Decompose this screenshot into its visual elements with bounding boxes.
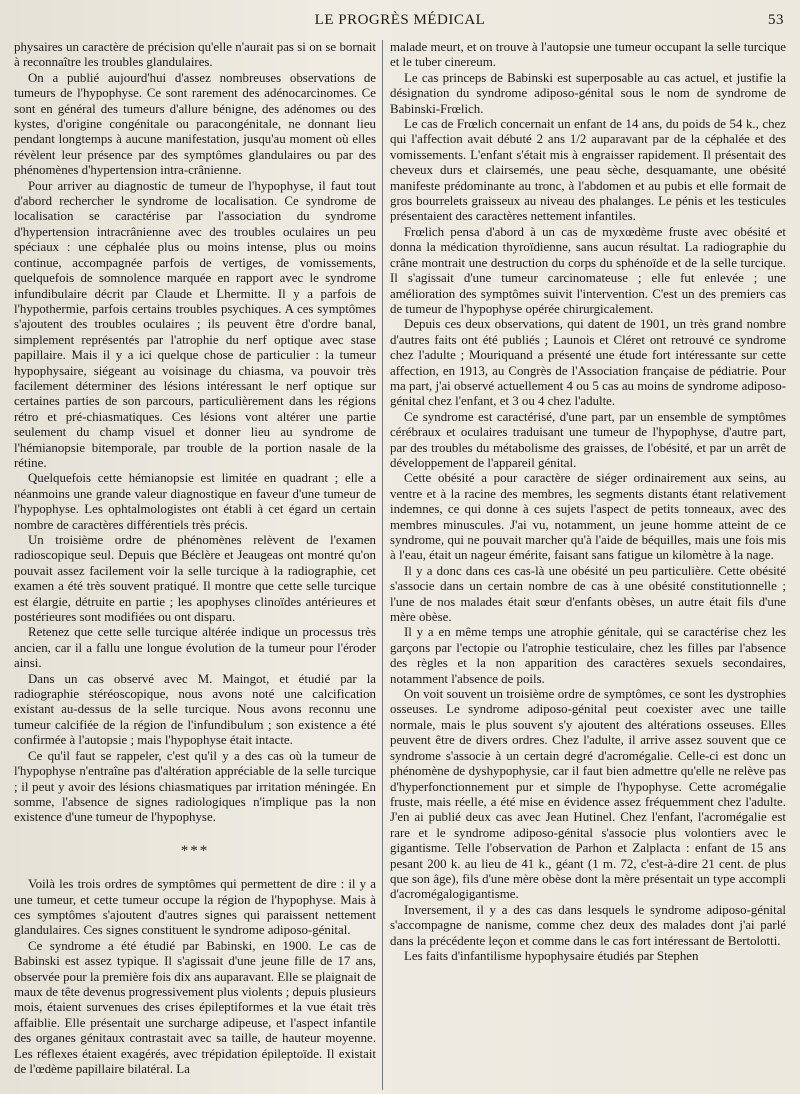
paragraph: Quelquefois cette hémianopsie est limitée en quadrant ; elle a néanmoins une grande valeur diagnostique en faveur d'une tumeur de l'hypophyse. Les ophtalmologistes ont établi à cet égard un certain nombre de caractères différentiels très précis. bbox=[14, 471, 376, 532]
paragraph: malade meurt, et on trouve à l'autopsie une tumeur occupant la selle turcique et le tuber cinereum. bbox=[390, 40, 786, 70]
paragraph: Le cas de Frœlich concernait un enfant de 14 ans, du poids de 54 k., chez qui l'affection avait débuté 2 ans 1/2 auparavant par de la céphalée et des vomissements. L'enfant s'était mis à engraisser rapidement. Il présentait des cheveux durs et clairsemés, une peau sèche, desquamante, une obésité manifeste prédominante au tronc, à l'abdomen et au pubis et elle formait de gros bourrelets graisseux au niveau des phalanges. Le pénis et les testicules présentaient des caractères nettement infantiles. bbox=[390, 117, 786, 224]
section-separator: *** bbox=[180, 842, 210, 859]
paragraph: physaires un caractère de précision qu'elle n'aurait pas si on se bornait à reconnaître les troubles glandulaires. bbox=[14, 40, 376, 70]
paragraph: Ce qu'il faut se rappeler, c'est qu'il y a des cas où la tumeur de l'hypophyse n'entraîne pas d'altération appréciable de la selle turcique ; il peut y avoir des lésions chiasmatiques par irritation méningée. En somme, l'absence de signes radiologiques n'implique pas la non existence d'une tumeur de l'hypophyse. bbox=[14, 748, 376, 825]
paragraph: Retenez que cette selle turcique altérée indique un processus très ancien, car il a fallu une longue évolution de la tumeur pour l'éroder ainsi. bbox=[14, 625, 376, 671]
paragraph: On a publié aujourd'hui d'assez nombreuses observations de tumeurs de l'hypophyse. Ce sont rarement des adénocarcinomes. Ce sont en général des tumeurs d'allure bénigne, des adénomes ou des kystes, d'origine congénitale ou paracongénitale, ne donnant lieu pendant longtemps à aucune manifestation, jusqu'au moment où elles révèlent leur présence par des symptômes glandulaires ou par des phénomènes d'hypertension intra-crânienne. bbox=[14, 70, 376, 178]
paragraph: Pour arriver au diagnostic de tumeur de l'hypophyse, il faut tout d'abord rechercher le syndrome de localisation. Ce syndrome de localisation se caractérise par l'association du syndrome d'hypertension intracrânienne avec des troubles oculaires un peu spéciaux : une céphalée plus ou moins intense, plus ou moins continue, accompagnée parfois de vertiges, de vomissements, quelquefois de somnolence marquée en rapport avec le syndrome infundibulaire décrit par Claude et Lhermitte. Il y a parfois de l'hypothermie, parfois certains troubles psychiques. A ces symptômes s'ajoutent des troubles oculaires ; ils peuvent être d'ordre banal, simplement représentés par l'atrophie du nerf optique avec stase papillaire. Mais il y a ici quelque chose de particulier : la tumeur hypophysaire, siégeant au voisinage du chiasma, va pouvoir très facilement déterminer des lésions intéressant le nerf optique sur certaines parties de son parcours, particulièrement dans les régions rétro et pré-chiasmatiques. Ces lésions vont altérer une partie seulement du champ visuel et donner lieu au syndrome de l'hémianopsie bitemporale, par trouble de la portion nasale de la rétine. bbox=[14, 178, 376, 470]
paragraph: Inversement, il y a des cas dans lesquels le syndrome adiposo-génital s'accompagne de nanisme, comme chez deux des malades dont j'ai parlé dans la précédente leçon et comme dans le cas fort intéressant de Bertolotti. bbox=[390, 902, 786, 948]
page-header bbox=[14, 6, 786, 36]
paragraph: Ce syndrome a été étudié par Babinski, en 1900. Le cas de Babinski est assez typique. Il s'agissait d'une jeune fille de 17 ans, observée pour la première fois dix ans auparavant. Elle se plaignait de maux de tête devenus progressivement plus violents ; depuis plusieurs mois, étaient survenues des crises épileptiformes et la vue était très affaiblie. Elle présentait une surcharge adipeuse, et l'aspect infantile des organes génitaux contrastait avec sa taille, de hauteur moyenne. Les réflexes étaient exagérés, avec trépidation épileptoïde. Il existait de l'œdème papillaire bilatéral. La bbox=[14, 938, 376, 1076]
paragraph: Voilà les trois ordres de symptômes qui permettent de dire : il y a une tumeur, et cette tumeur occupe la région de l'hypophyse. Mais à ces symptômes s'ajoutent d'autres signes qui paraissent nettement glandulaires. Ces signes constituent le syndrome adiposo-génital. bbox=[14, 877, 376, 938]
right-column bbox=[390, 40, 786, 964]
column-divider bbox=[382, 40, 383, 1090]
paragraph: Il y a donc dans ces cas-là une obésité un peu particulière. Cette obésité s'associe dans un certain nombre de cas à une obésité constitutionnelle ; l'une de nos malades était sœur d'enfants obèses, un autre était fils d'une mère obèse. bbox=[390, 563, 786, 625]
journal-title: LE PROGRÈS MÉDICAL bbox=[314, 12, 486, 28]
paragraph: Les faits d'infantilisme hypophysaire étudiés par Stephen bbox=[404, 948, 699, 963]
paragraph: Ce syndrome est caractérisé, d'une part, par un ensemble de symptômes cérébraux et oculaires traduisant une tumeur de l'hypophyse, d'autre part, par des troubles du métabolisme des graisses, de l'obésité, et par un arrêt de développement de l'appareil génital. bbox=[390, 409, 786, 470]
paragraph: Un troisième ordre de phénomènes relèvent de l'examen radioscopique seul. Depuis que Béclère et Jeaugeas ont montré qu'on pouvait assez facilement voir la selle turcique à la radiographie, cet examen a été très souvent pratiqué. Il montre que cette selle turcique est élargie, détruite en partie ; les apophyses clinoïdes antérieures et postérieures sont modifiées ou ont disparu. bbox=[14, 533, 376, 625]
left-column bbox=[14, 40, 376, 1077]
paragraph: Le cas princeps de Babinski est superposable au cas actuel, et justifie la désignation du syndrome adiposo-génital sous le nom de syndrome de Babinski-Frœlich. bbox=[390, 70, 786, 116]
paragraph: Dans un cas observé avec M. Maingot, et étudié par la radiographie stéréoscopique, nous avons noté une calcification existant au-dessus de la selle turcique. Nous avons reconnu une tumeur calcifiée de la région de l'infundibulum ; son existence a été confirmée à l'autopsie ; mais l'hypophyse était intacte. bbox=[14, 671, 376, 748]
paragraph: Depuis ces deux observations, qui datent de 1901, un très grand nombre d'autres faits ont été publiés ; Launois et Cléret ont retrouvé ce syndrome chez l'adulte ; Mouriquand a présenté une étude fort intéressante sur cette affection, en 1913, au Congrès de l'Association française de pédiatrie. Pour ma part, j'ai observé actuellement 4 ou 5 cas au moins de syndrome adiposo-génital chez l'enfant, et 3 ou 4 chez l'adulte. bbox=[390, 317, 786, 409]
paragraph: Frœlich pensa d'abord à un cas de myxœdème fruste avec obésité et donna la médication thyroïdienne, sans aucun résultat. La radiographie du crâne montrait une destruction du corps du sphénoïde et de la selle turcique. Il s'agissait d'une tumeur carcinomateuse ; elle fut enlevée ; une amélioration des symptômes suivit l'intervention. C'est un des premiers cas de tumeur de l'hypophyse opérée chirurgicalement. bbox=[390, 224, 786, 316]
paragraph: Il y a en même temps une atrophie génitale, qui se caractérise chez les garçons par l'ectopie ou l'atrophie testiculaire, chez les filles par l'absence des règles et la non apparition des caractères sexuels secondaires, notamment l'absence de poils. bbox=[390, 625, 786, 686]
page-number: 53 bbox=[768, 12, 784, 28]
paragraph: On voit souvent un troisième ordre de symptômes, ce sont les dystrophies osseuses. Le syndrome adiposo-génital peut coexister avec une taille normale, mais le plus souvent s'y ajoutent des altérations osseuses. Elles peuvent être de divers ordres. Chez l'adulte, il arrive assez souvent que ce syndrome s'associe à un certain degré d'acromégalie. Celle-ci est donc un phénomène de dyshypophysie, car il faut bien admettre qu'elle ne relève pas d'hyperfonctionnement pur et simple de l'hypophyse. Cette acromégalie fruste, mais réelle, a été mise en évidence assez fréquemment chez l'adulte. J'en ai publié deux cas avec Jean Hutinel. Chez l'enfant, l'acromégalie est rare et le syndrome adiposo-génital s'associe plus volontiers avec le gigantisme. Telle l'observation de Parhon et Zalplacta : enfant de 15 ans pesant 200 k. au lieu de 41 k., géant (1 m. 72, c'est-à-dire 21 cent. de plus que son âge), fils d'une mère obèse dont la mère présentait un type accompli d'acromégalogigantisme. bbox=[390, 687, 786, 902]
paragraph: Cette obésité a pour caractère de siéger ordinairement aux seins, au ventre et à la racine des membres, les segments distants étant relativement indemnes, ce qui donne à ces sujets l'aspect de petits tonneaux, avec des membres minuscules. J'ai vu, notamment, un jeune homme atteint de ce syndrome, qui ne pouvait marcher qu'à l'aide de béquilles, mais une fois mis à l'eau, était un nageur émérite, faisant sans fatigue un kilomètre à la nage. bbox=[390, 471, 786, 563]
